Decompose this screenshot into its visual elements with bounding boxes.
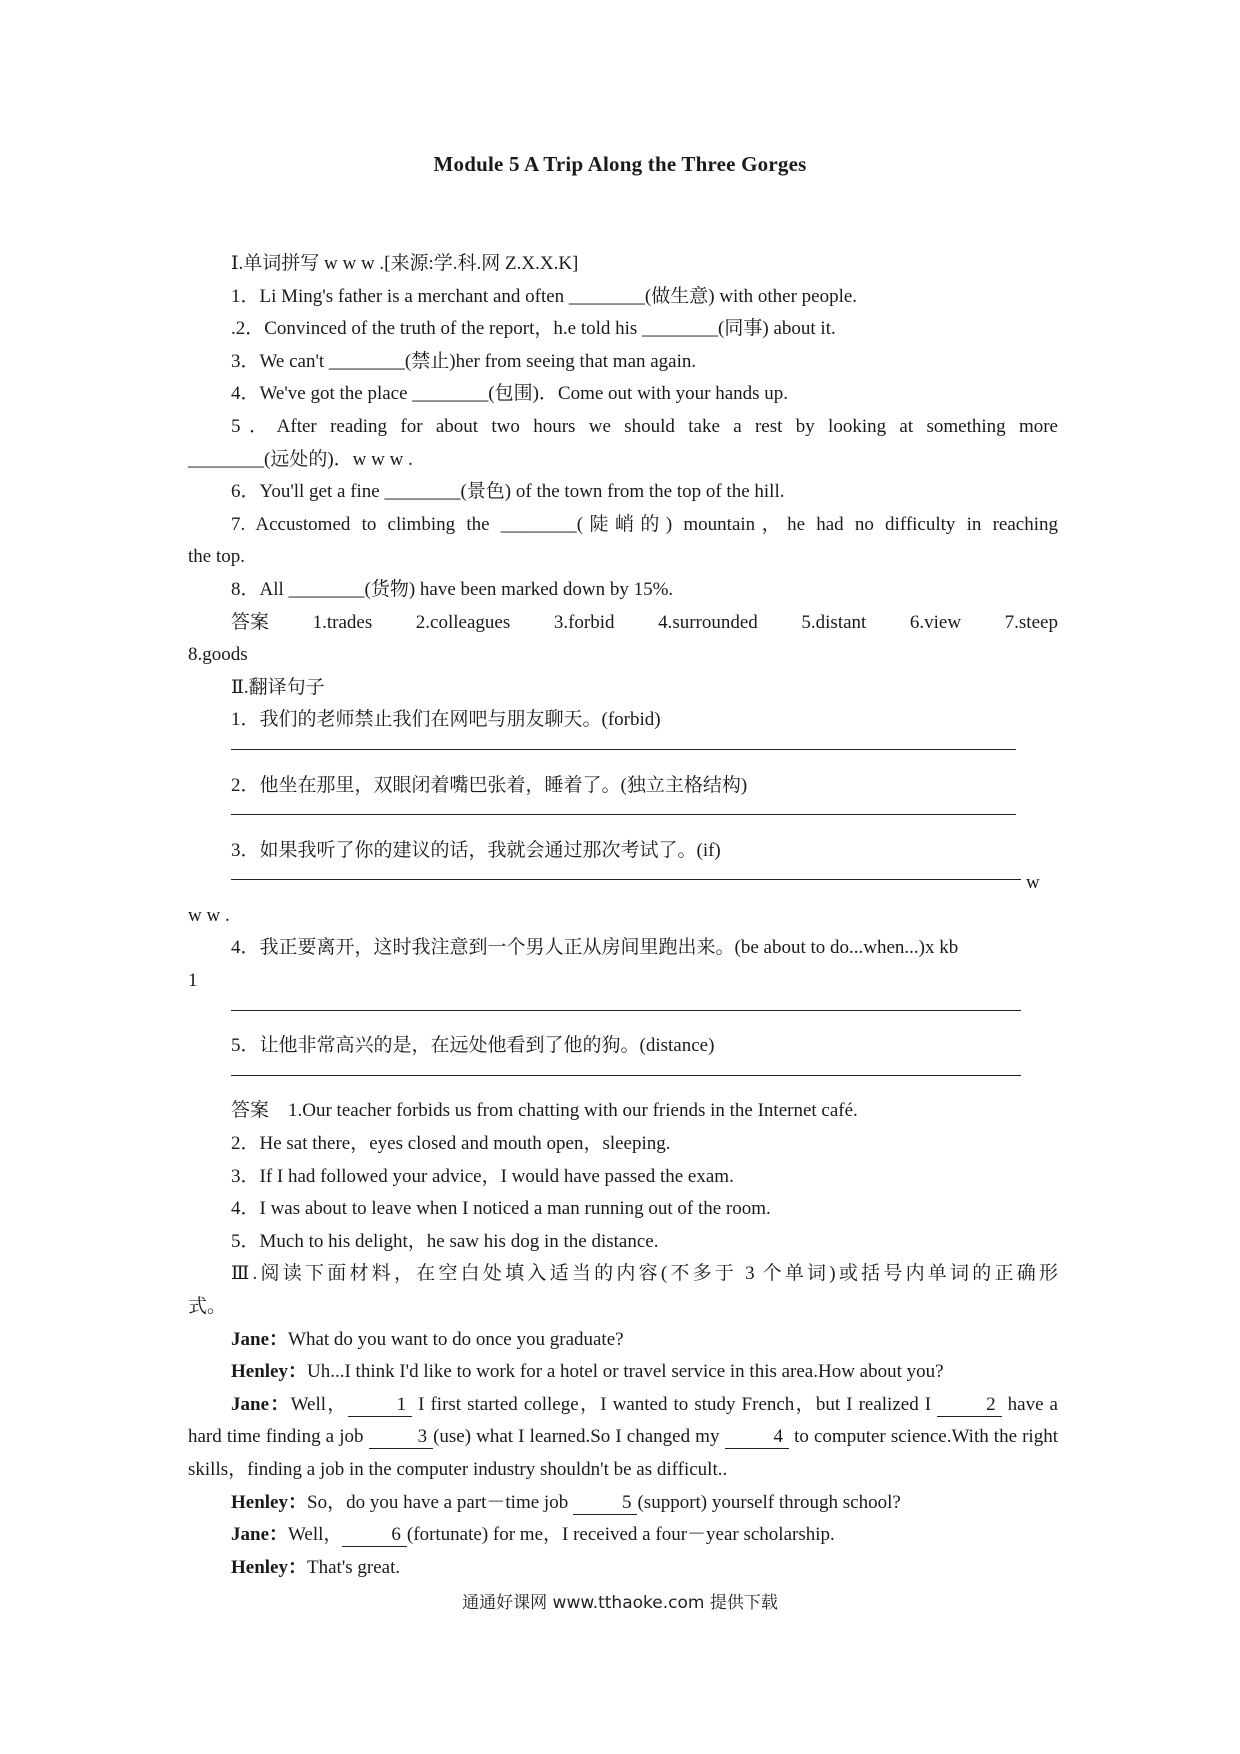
section3-heading — [188, 1258, 1058, 1291]
section2-answer-2: 2．He sat there，eyes closed and mouth open，sleeping. — [231, 1133, 671, 1155]
answer-2: 2.colleagues — [415, 611, 511, 633]
section1-item-5-line1: 5．After reading for about two hours we should take a rest by looking at something more — [231, 415, 1058, 437]
answer-8: 8.goods — [188, 644, 248, 666]
dialogue-line-3 — [188, 1389, 1058, 1487]
answer-line-5 — [188, 1063, 1058, 1096]
dialogue-text: Well， — [290, 1393, 348, 1415]
answer-line-2 — [188, 802, 1058, 835]
section2-question-4: 4．我正要离开，这时我注意到一个男人正从房间里跑出来。(be about to do...when...)x kb — [231, 937, 959, 959]
speaker-henley: Henley： — [231, 1491, 307, 1513]
section1-item-7-line1: 7. Accustomed to climbing the ________(陡峭的) mountain，he had no difficulty in reaching — [231, 513, 1058, 535]
section1-answers — [188, 607, 1058, 640]
section1-item-1: 1．Li Ming's father is a merchant and often ________(做生意) with other people. — [231, 285, 858, 307]
answer-line-4 — [188, 998, 1058, 1031]
blank-1[interactable]: 1 — [348, 1394, 413, 1417]
dialogue-text: have a hard time finding a job — [188, 1393, 1058, 1448]
section2-heading: Ⅱ.翻译句子 — [231, 676, 325, 698]
section1-heading: Ⅰ.单词拼写 w w w .[来源:学.科.网 Z.X.X.K] — [231, 253, 579, 274]
answer-1: 1.trades — [312, 611, 373, 633]
answer-line-3 — [188, 867, 1058, 900]
section2-answer-4: 4．I was about to leave when I noticed a man running out of the room. — [231, 1198, 771, 1220]
stray-watermark-digit: 1 — [188, 970, 198, 992]
page-footer: 通通好课网 www.tthaoke.com 提供下载 — [462, 1593, 778, 1613]
blank-6[interactable]: 6 — [342, 1524, 407, 1547]
answer-3: 3.forbid — [553, 611, 615, 633]
section3-heading-line2: 式。 — [188, 1296, 227, 1317]
dialogue-text: (support) yourself through school? — [637, 1491, 901, 1513]
section2-answer-3: 3．If I had followed your advice，I would have passed the exam. — [231, 1165, 734, 1187]
dialogue-line-2 — [188, 1356, 1058, 1389]
section3-heading-line1: Ⅲ.阅读下面材料，在空白处填入适当的内容(不多于 3 个单词)或括号内单词的正确形 — [231, 1263, 1058, 1285]
section2-question-1: 1．我们的老师禁止我们在网吧与朋友聊天。(forbid) — [231, 709, 661, 731]
answer-4: 4.surrounded — [658, 611, 758, 633]
section1-item-7-line2: the top. — [188, 546, 245, 568]
answer-rule — [231, 749, 1016, 750]
answer-rule — [231, 814, 1016, 815]
dialogue-text: Uh...I think I'd like to work for a hotel or travel service in this area.How about you? — [307, 1361, 944, 1383]
answer-7: 7.steep — [1004, 611, 1058, 633]
dialogue-text: So，do you have a part－time job — [307, 1491, 573, 1513]
section1-item-8: 8．All ________(货物) have been marked down by 15%. — [231, 578, 674, 600]
answer-line-1 — [188, 737, 1058, 770]
section1-item-2: .2．Convinced of the truth of the report，h.e told his ________(同事) about it. — [231, 318, 836, 340]
section1-item-4: 4．We've got the place ________(包围)．Come out with your hands up. — [231, 383, 789, 405]
dialogue-line-1 — [188, 1324, 1058, 1357]
dialogue-text: I first started college，I wanted to study French，but I realized I — [412, 1393, 938, 1415]
answer-label: 答案 — [231, 611, 270, 633]
dialogue-text: (use) what I learned.So I changed my — [433, 1426, 725, 1448]
dialogue-line-6 — [188, 1552, 1058, 1585]
stray-watermark-line: w w . — [188, 904, 230, 926]
speaker-jane: Jane： — [231, 1524, 289, 1546]
answer-rule — [231, 1010, 1021, 1011]
dialogue-text: to computer science.With the right skills，finding a job in the computer industry shouldn't be as difficult.. — [188, 1426, 1058, 1480]
section2-question-5: 5．让他非常高兴的是，在远处他看到了他的狗。(distance) — [231, 1035, 715, 1057]
speaker-jane: Jane： — [231, 1328, 289, 1350]
section1-item-5 — [188, 411, 1058, 444]
section2-question-3: 3．如果我听了你的建议的话，我就会通过那次考试了。(if) — [231, 839, 721, 861]
answer-6: 6.view — [909, 611, 962, 633]
blank-2[interactable]: 2 — [937, 1394, 1002, 1417]
stray-watermark-text: w — [1026, 872, 1040, 894]
answer-rule — [231, 1075, 1021, 1076]
dialogue-text: Well， — [288, 1524, 343, 1546]
dialogue-line-5 — [188, 1519, 1058, 1552]
section2-answer-5: 5．Much to his delight，he saw his dog in the distance. — [231, 1230, 659, 1252]
answer-5: 5.distant — [801, 611, 867, 633]
worksheet-body — [188, 248, 1058, 1584]
dialogue-text: That's great. — [307, 1556, 401, 1578]
blank-3[interactable]: 3 — [369, 1426, 434, 1449]
dialogue-text: (fortunate) for me，I received a four－year scholarship. — [406, 1524, 835, 1546]
section2-answer-1: 答案 1.Our teacher forbids us from chatting with our friends in the Internet café. — [231, 1100, 858, 1122]
speaker-jane: Jane： — [231, 1393, 291, 1415]
section1-item-6: 6．You'll get a fine ________(景色) of the town from the top of the hill. — [231, 481, 785, 503]
answer-rule — [231, 879, 1021, 880]
section2-question-2: 2．他坐在那里，双眼闭着嘴巴张着，睡着了。(独立主格结构) — [231, 774, 748, 796]
speaker-henley: Henley： — [231, 1556, 307, 1578]
speaker-henley: Henley： — [231, 1361, 307, 1383]
blank-5[interactable]: 5 — [573, 1492, 638, 1515]
section1-item-3: 3．We can't ________(禁止)her from seeing that man again. — [231, 350, 697, 372]
section1-item-5-line2: ________(远处的)．w w w . — [188, 448, 413, 470]
blank-4[interactable]: 4 — [725, 1426, 790, 1449]
dialogue-line-4 — [188, 1487, 1058, 1520]
dialogue-text: What do you want to do once you graduate? — [288, 1328, 624, 1350]
page-title: Module 5 A Trip Along the Three Gorges — [433, 152, 807, 176]
section1-item-7 — [188, 509, 1058, 542]
